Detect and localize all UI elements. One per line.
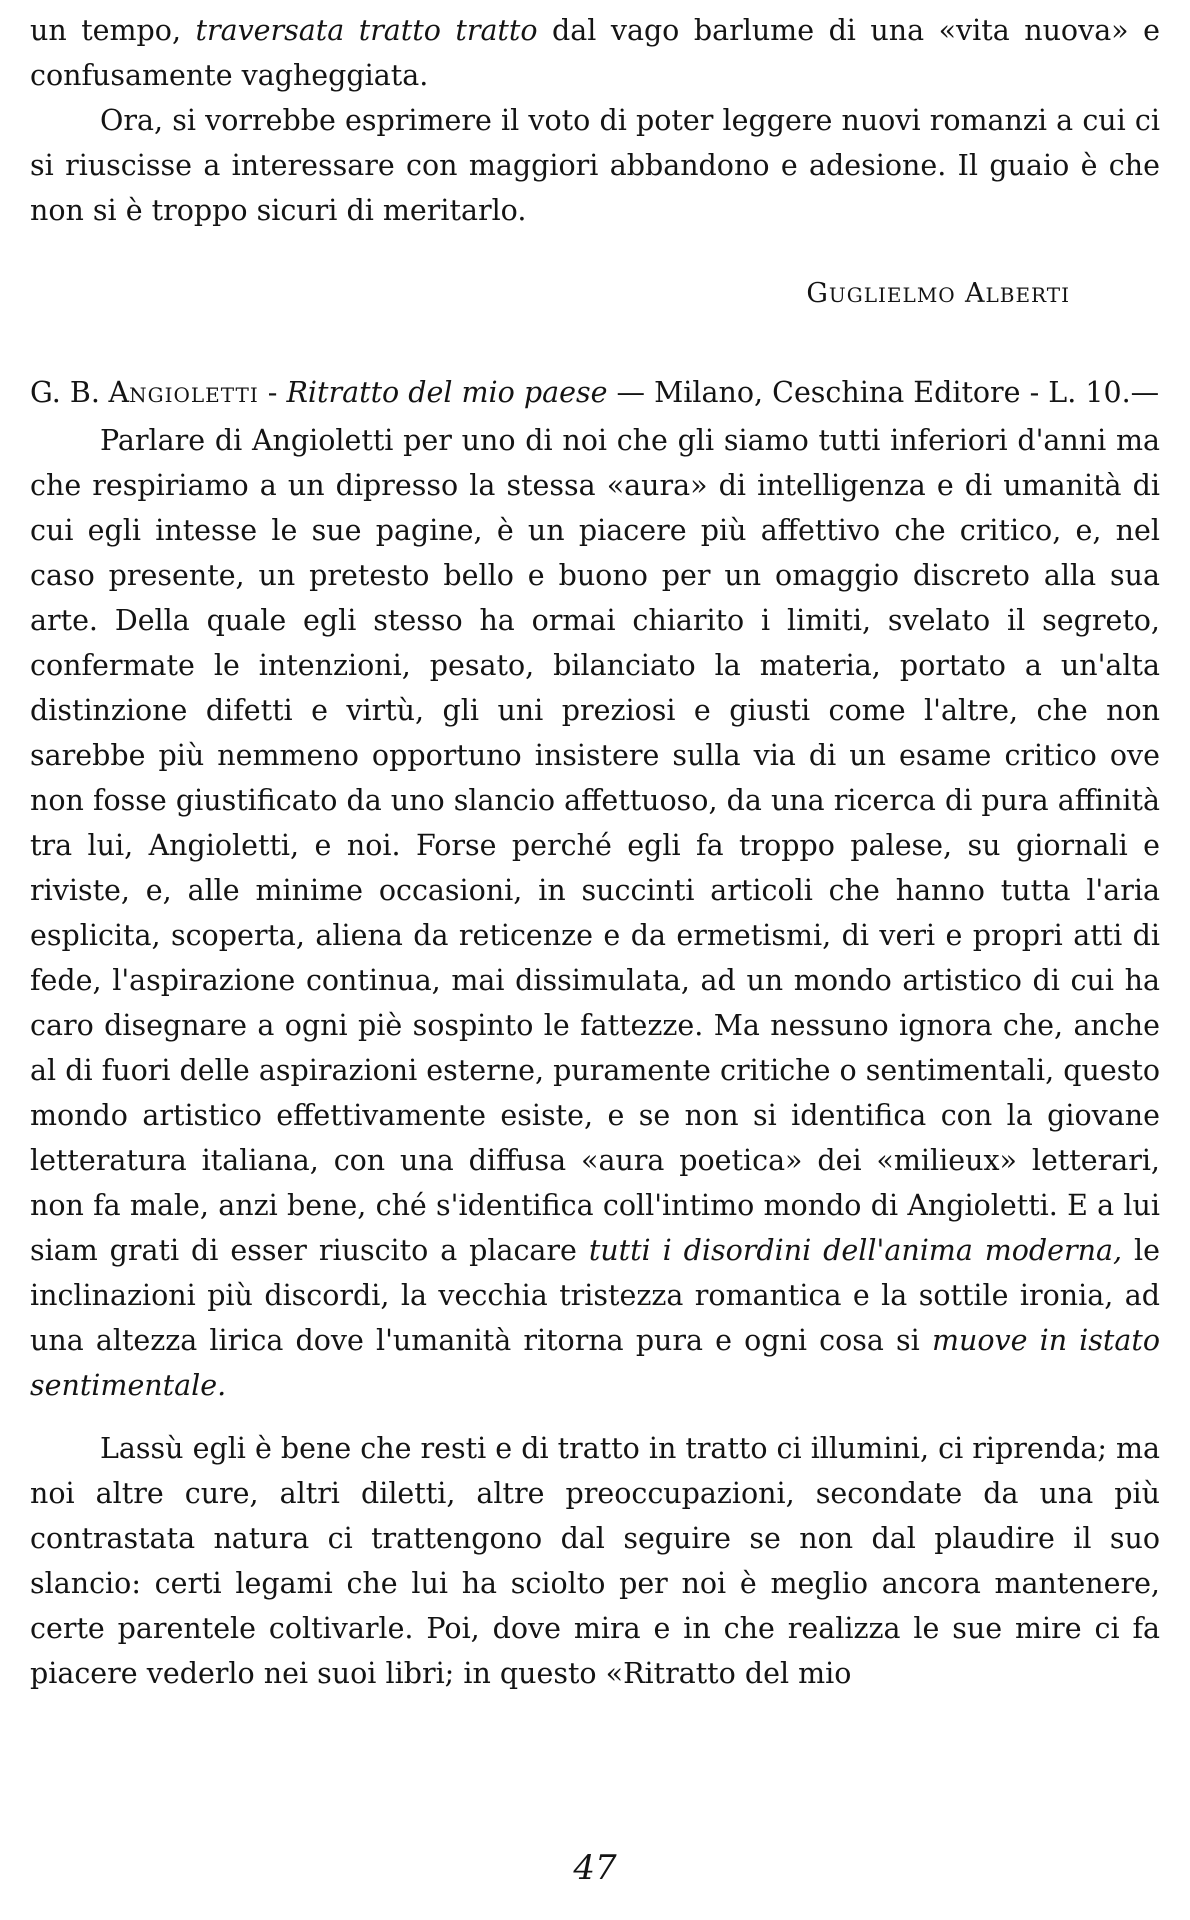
closing-paragraph: Ora, si vorrebbe esprimere il voto di poter leggere nuovi romanzi a cui ci si riuscisse a interessare con maggiori abbandono e adesione. Il guaio è che non si è troppo sicuri di meritarlo. — [30, 104, 1160, 227]
italic-text-run: tutti i disordini dell'anima moderna, — [588, 1234, 1123, 1267]
text-run: le inclinazioni più discordi, la vecchia tristezza romantica e la sottile ironia, ad una altezza lirica dove l'umanità ritorna pura e ogni cosa si — [30, 1234, 1160, 1357]
author-name: NGIOLETTI — [129, 383, 259, 407]
signature-text: UGLIELMO — [828, 283, 956, 307]
page-content — [30, 8, 1160, 1696]
book-title: Ritratto del mio paese — [286, 376, 608, 409]
author-signature — [30, 271, 1070, 318]
author-initials: G. B. — [30, 376, 100, 409]
continued-paragraph — [30, 8, 1160, 98]
text-run: dal vago barlume di una «vita nuova» e confusamente vagheggiata. — [30, 14, 1160, 92]
publisher-info: — Milano, Ceschina Editore - L. 10.— — [607, 376, 1160, 409]
signature-initial: A — [964, 278, 986, 309]
author-name-initial: A — [108, 376, 130, 409]
italic-text-run: traversata tratto tratto — [195, 14, 538, 47]
review-paragraph — [30, 418, 1160, 1408]
heading-separator: - — [258, 376, 287, 409]
review-paragraph-2: Lassù egli è bene che resti e di tratto in tratto ci illumini, ci riprenda; ma noi altre cure, altri diletti, altre preoccupazioni, secondate da una più contrastata natura ci trattengono dal seguire se non dal plaudire il suo slancio: certi legami che lui ha sciolto per noi è meglio ancora mantenere, certe parentele coltivarle. Poi, dove mira e in che realizza le sue mire ci fa piacere vederlo nei suoi libri; in questo «Ritratto del mio — [30, 1432, 1160, 1690]
review-heading — [30, 370, 1160, 418]
page-number: 47 — [573, 1848, 617, 1888]
text-run: Parlare di Angioletti per uno di noi che gli siamo tutti inferiori d'anni ma che respiriamo a un dipresso la stessa «aura» di intelligenza e di umanità di cui egli intesse le sue pagine, è un piacere più affettivo che critico, e, nel caso presente, un pretesto bello e buono per un omaggio discreto alla sua arte. Della quale egli stesso ha ormai chiarito i limiti, svelato il segreto, confermate le intenzioni, pesato, bilanciato la materia, portato a un'alta distinzione difetti e virtù, gli uni preziosi e giusti come l'altre, che non sarebbe più nemmeno opportuno insistere sulla via di un esame critico ove non fosse giustificato da uno slancio affettuoso, da una ricerca di pura affinità tra lui, Angioletti, e noi. Forse perché egli fa troppo palese, su giornali e riviste, e, alle minime occasioni, in succinti articoli che hanno tutta l'aria esplicita, scoperta, aliena da reticenze e da ermetismi, di veri e propri atti di fede, l'aspirazione continua, mai dissimulata, ad un mondo artistico di cui ha caro disegnare a ogni piè sospinto le fattezze. Ma nessuno ignora che, anche al di fuori delle aspirazioni esterne, puramente critiche o sentimentali, questo mondo artistico effettivamente esiste, e se non si identifica con la giovane letteratura italiana, con una diffusa «aura poetica» dei «milieux» letterari, non fa male, anzi bene, ché s'identifica coll'intimo mondo di Angioletti. E a lui siam grati di esser riuscito a placare — [30, 424, 1160, 1267]
signature-text: LBERTI — [985, 283, 1070, 307]
signature-initial: G — [806, 278, 829, 309]
italic-text-run: muove in istato sentimentale. — [30, 1324, 1160, 1402]
review-author — [30, 376, 259, 409]
text-run: un tempo, — [30, 14, 196, 47]
